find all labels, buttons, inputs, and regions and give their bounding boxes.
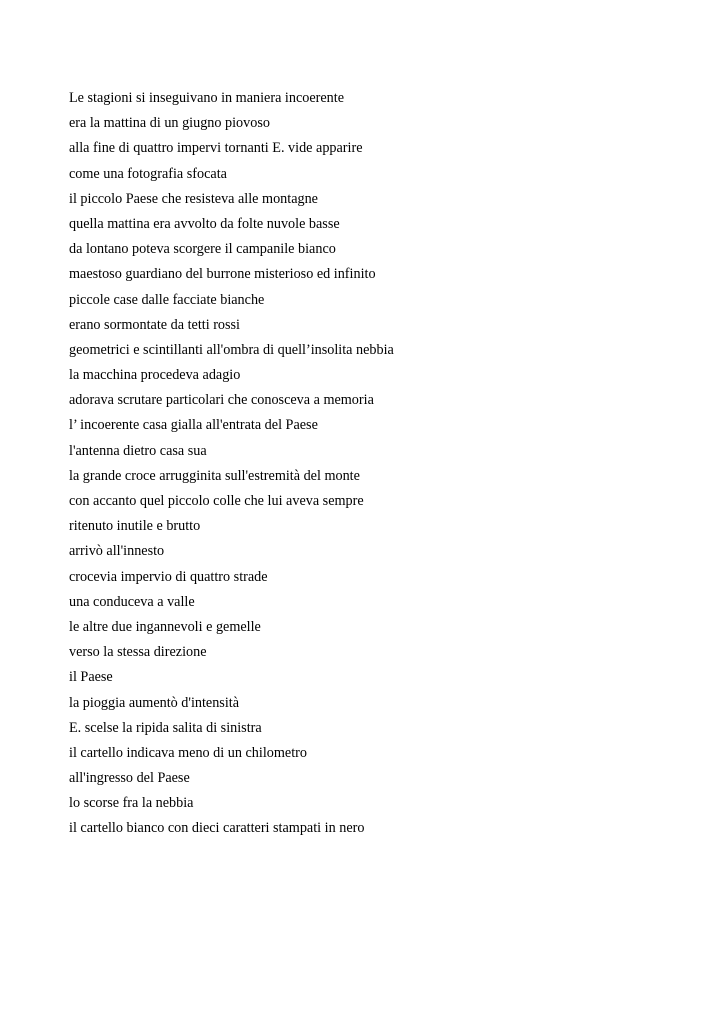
text-line: geometrici e scintillanti all'ombra di quell’insolita nebbia — [69, 341, 394, 358]
text-line: lo scorse fra la nebbia — [69, 795, 194, 812]
text-line: con accanto quel piccolo colle che lui aveva sempre — [69, 493, 364, 509]
poem-text — [69, 86, 394, 842]
text-line: ritenuto inutile e brutto — [69, 518, 201, 535]
text-line: era la mattina di un giugno piovoso — [69, 115, 270, 132]
text-line: il cartello bianco con dieci caratteri stampati in nero — [69, 820, 365, 837]
text-line: una conduceva a valle — [69, 593, 195, 610]
text-line: crocevia impervio di quattro strade — [69, 568, 268, 585]
text-line: arrivò all'innesto — [69, 543, 165, 560]
text-line: le altre due ingannevoli e gemelle — [69, 618, 261, 635]
text-line: da lontano poteva scorgere il campanile bianco — [69, 241, 336, 258]
text-line: all'ingresso del Paese — [69, 770, 190, 787]
text-line: la macchina procedeva adagio — [69, 367, 241, 384]
text-line: alla fine di quattro impervi tornanti E. vide apparire — [69, 140, 363, 157]
text-line: piccole case dalle facciate bianche — [69, 291, 265, 308]
text-line: l’ incoerente casa gialla all'entrata del Paese — [69, 417, 318, 434]
text-line: la grande croce arrugginita sull'estremità del monte — [69, 467, 360, 484]
text-line: adorava scrutare particolari che conosceva a memoria — [69, 392, 374, 409]
text-line: verso la stessa direzione — [69, 644, 207, 661]
text-line: Le stagioni si inseguivano in maniera incoerente — [69, 90, 344, 106]
text-line: come una fotografia sfocata — [69, 165, 227, 182]
text-line: E. scelse la ripida salita di sinistra — [69, 719, 262, 736]
text-line: quella mattina era avvolto da folte nuvole basse — [69, 215, 340, 232]
text-line: il Paese — [69, 669, 113, 686]
text-line: erano sormontate da tetti rossi — [69, 316, 240, 333]
text-line: il cartello indicava meno di un chilometro — [69, 744, 307, 761]
text-line: maestoso guardiano del burrone misterioso ed infinito — [69, 266, 376, 283]
text-line: il piccolo Paese che resisteva alle montagne — [69, 190, 318, 207]
text-line: l'antenna dietro casa sua — [69, 442, 207, 459]
text-line: la pioggia aumentò d'intensità — [69, 694, 240, 711]
